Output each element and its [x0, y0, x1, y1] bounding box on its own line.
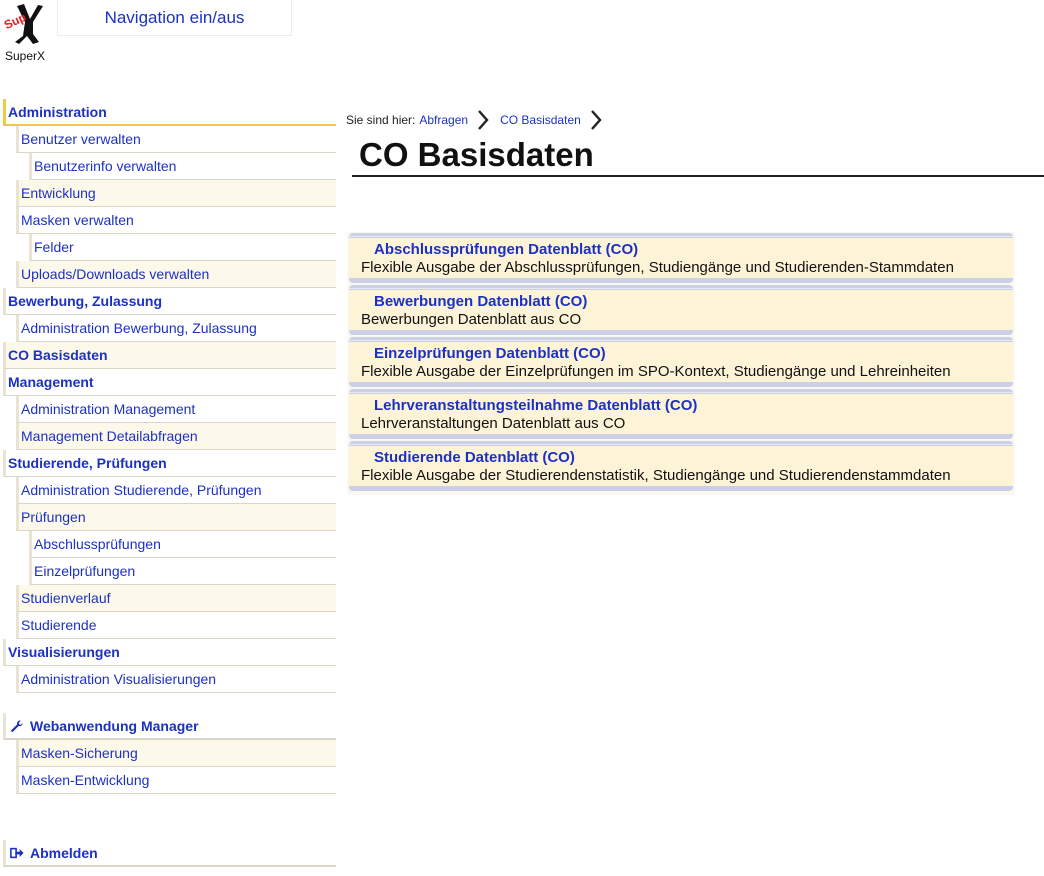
sidebar-item-administration-visualisierungen[interactable]: Administration Visualisierungen: [16, 666, 336, 693]
logout-label: Abmelden: [30, 844, 98, 861]
sidebar-item-felder[interactable]: Felder: [29, 234, 336, 261]
sidebar-item-management[interactable]: Management: [3, 369, 336, 396]
logout-icon: [10, 846, 24, 860]
sidebar-item-co-basisdaten[interactable]: CO Basisdaten: [3, 342, 336, 369]
sidebar-item-management-detailabfragen[interactable]: Management Detailabfragen: [16, 423, 336, 450]
sidebar: [3, 99, 336, 867]
sidebar-item-administration-bewerbung-zulassung[interactable]: Administration Bewerbung, Zulassung: [16, 315, 336, 342]
breadcrumb-prefix: Sie sind hier:: [346, 113, 416, 127]
sidebar-spacer: [3, 794, 336, 840]
svg-text:Sup: Sup: [3, 9, 29, 33]
navigation-toggle-button[interactable]: Navigation ein/aus: [57, 0, 292, 36]
logout-link[interactable]: [3, 840, 336, 867]
sidebar-item-bewerbung-zulassung[interactable]: Bewerbung, Zulassung: [3, 288, 336, 315]
sidebar-menu: [3, 99, 336, 693]
report-description: Lehrveranstaltungen Datenblatt aus CO: [361, 415, 626, 432]
sidebar-item-uploads-downloads-verwalten[interactable]: Uploads/Downloads verwalten: [16, 261, 336, 288]
report-card: [349, 441, 1013, 491]
sidebar-item-visualisierungen[interactable]: Visualisierungen: [3, 639, 336, 666]
sidebar-item-masken-entwicklung[interactable]: Masken-Entwicklung: [16, 767, 336, 794]
report-link[interactable]: Einzelprüfungen Datenblatt (CO): [374, 345, 606, 362]
sidebar-item-studierende-prüfungen[interactable]: Studierende, Prüfungen: [3, 450, 336, 477]
sidebar-item-studierende[interactable]: Studierende: [16, 612, 336, 639]
report-card: [349, 389, 1013, 439]
report-card: [349, 285, 1013, 335]
breadcrumb: [346, 108, 609, 132]
sidebar-spacer: [3, 693, 336, 713]
superx-logo[interactable]: [3, 2, 55, 64]
sidebar-item-webanwendung-manager[interactable]: [3, 713, 336, 740]
report-link[interactable]: Studierende Datenblatt (CO): [374, 449, 575, 466]
sidebar-item-prüfungen[interactable]: Prüfungen: [16, 504, 336, 531]
wrench-icon: [10, 719, 24, 733]
sidebar-item-administration-management[interactable]: Administration Management: [16, 396, 336, 423]
report-link[interactable]: Bewerbungen Datenblatt (CO): [374, 293, 588, 310]
sidebar-item-studienverlauf[interactable]: Studienverlauf: [16, 585, 336, 612]
sidebar-item-masken-verwalten[interactable]: Masken verwalten: [16, 207, 336, 234]
breadcrumb-link-co-basisdaten[interactable]: CO Basisdaten: [500, 113, 581, 127]
sidebar-item-einzelprüfungen[interactable]: Einzelprüfungen: [29, 558, 336, 585]
superx-logo-graphic: [3, 2, 55, 64]
report-description: Flexible Ausgabe der Einzelprüfungen im SPO-Kontext, Studiengänge und Lehreinheiten: [361, 363, 951, 380]
chevron-right-icon: [589, 108, 603, 132]
report-list: [347, 232, 1015, 495]
report-card: [349, 337, 1013, 387]
sidebar-item-masken-sicherung[interactable]: Masken-Sicherung: [16, 740, 336, 767]
chevron-right-icon: [476, 108, 490, 132]
sidebar-item-abschlussprüfungen[interactable]: Abschlussprüfungen: [29, 531, 336, 558]
page-title: CO Basisdaten: [352, 134, 1044, 177]
sidebar-item-label: Webanwendung Manager: [30, 717, 199, 734]
sidebar-item-entwicklung[interactable]: Entwicklung: [16, 180, 336, 207]
report-description: Flexible Ausgabe der Abschlussprüfungen, Studiengänge und Studierenden-Stammdaten: [361, 259, 954, 276]
report-link[interactable]: Abschlussprüfungen Datenblatt (CO): [374, 241, 639, 258]
sidebar-item-administration[interactable]: Administration: [3, 99, 336, 126]
report-description: Bewerbungen Datenblatt aus CO: [361, 311, 582, 328]
report-description: Flexible Ausgabe der Studierendenstatistik, Studiengänge und Studierendenstammdaten: [361, 467, 951, 484]
report-link[interactable]: Lehrveranstaltungsteilnahme Datenblatt (CO): [374, 397, 698, 414]
sidebar-item-benutzer-verwalten[interactable]: Benutzer verwalten: [16, 126, 336, 153]
breadcrumb-link-abfragen[interactable]: Abfragen: [419, 113, 469, 127]
logo-text: SuperX: [5, 49, 46, 63]
sidebar-item-benutzerinfo-verwalten[interactable]: Benutzerinfo verwalten: [29, 153, 336, 180]
report-card: [349, 233, 1013, 283]
sidebar-item-administration-studierende-prüfungen[interactable]: Administration Studierende, Prüfungen: [16, 477, 336, 504]
